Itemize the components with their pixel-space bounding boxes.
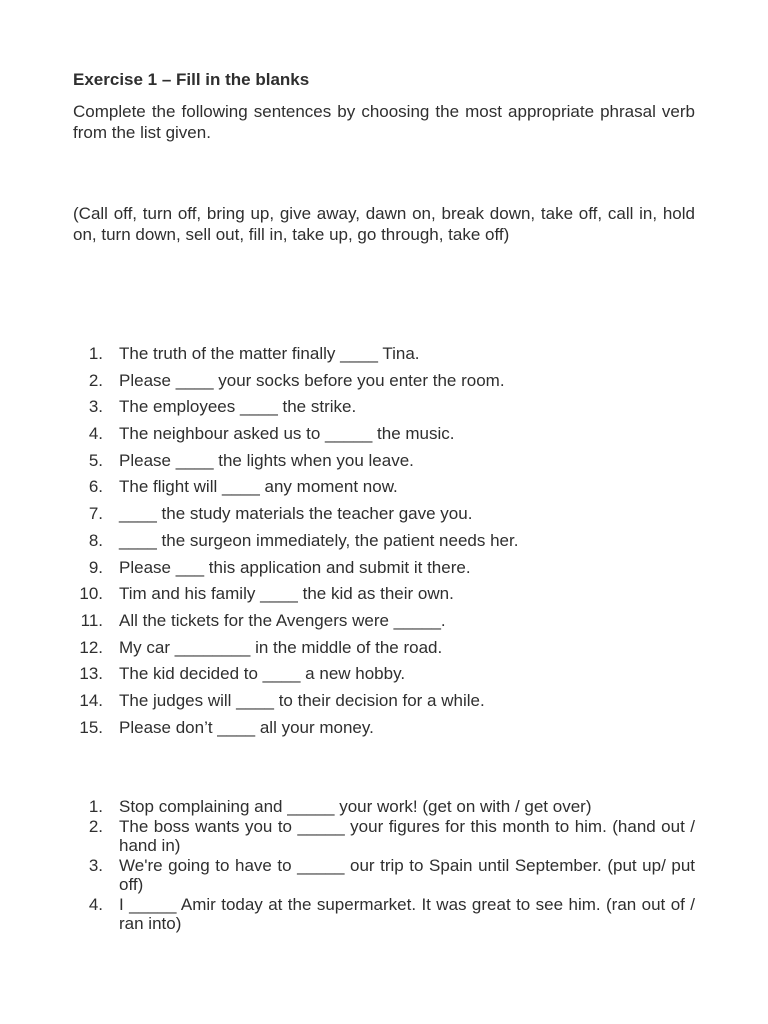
item-sentence: All the tickets for the Avengers were _____.	[119, 610, 446, 630]
item-number: 3.	[88, 855, 103, 875]
item-number: 1.	[88, 797, 103, 816]
item-sentence: Please ___ this application and submit it there.	[119, 557, 471, 577]
item-number: 6.	[88, 477, 103, 497]
item-number: 2.	[88, 816, 103, 836]
exercise2-item	[73, 895, 695, 934]
exercise2-list	[73, 797, 695, 934]
item-sentence: Please don’t ____ all your money.	[119, 717, 374, 737]
item-sentence: The employees ____ the strike.	[119, 397, 357, 417]
item-number: 1.	[88, 344, 103, 363]
item-number: 13.	[79, 664, 103, 684]
exercise-title: Exercise 1 – Fill in the blanks	[73, 70, 310, 89]
item-sentence: My car ________ in the middle of the road.	[119, 637, 443, 657]
item-sentence: The neighbour asked us to _____ the music.	[119, 424, 455, 444]
item-sentence: The judges will ____ to their decision for a while.	[119, 690, 485, 710]
item-number: 10.	[79, 584, 103, 604]
item-sentence: The kid decided to ____ a new hobby.	[119, 664, 406, 684]
item-number: 7.	[88, 504, 103, 524]
exercise2-item	[73, 817, 695, 856]
item-number: 3.	[88, 397, 103, 417]
item-sentence: We're going to have to _____ our trip to Spain until September. (put up/ put off)	[119, 855, 695, 894]
item-sentence: The flight will ____ any moment now.	[119, 477, 398, 497]
item-sentence: Tim and his family ____ the kid as their own.	[119, 584, 454, 604]
item-number: 12.	[79, 637, 103, 657]
exercise2-item	[73, 856, 695, 895]
item-number: 5.	[88, 450, 103, 470]
item-sentence: Please ____ the lights when you leave.	[119, 450, 414, 470]
item-sentence: Stop complaining and _____ your work! (get on with / get over)	[119, 797, 592, 816]
item-number: 15.	[79, 717, 103, 737]
item-sentence: Please ____ your socks before you enter the room.	[119, 370, 505, 390]
item-number: 9.	[88, 557, 103, 577]
item-number: 4.	[88, 894, 103, 914]
item-number: 4.	[88, 424, 103, 444]
item-sentence: The boss wants you to _____ your figures for this month to him. (hand out / hand in)	[119, 816, 695, 855]
item-number: 8.	[88, 530, 103, 550]
phrasal-verb-list: (Call off, turn off, bring up, give away, dawn on, break down, take off, call in, hold on, turn down, sell out, fill in, take up, go through, take off)	[73, 204, 695, 244]
instructions-text: Complete the following sentences by choosing the most appropriate phrasal verb from the list given.	[73, 102, 695, 142]
item-sentence: ____ the surgeon immediately, the patient needs her.	[119, 530, 519, 550]
item-number: 2.	[88, 370, 103, 390]
item-sentence: The truth of the matter finally ____ Tina.	[119, 344, 420, 363]
item-number: 14.	[79, 690, 103, 710]
exercise2-item	[73, 797, 695, 817]
item-sentence: ____ the study materials the teacher gave you.	[119, 504, 473, 524]
item-sentence: I _____ Amir today at the supermarket. It was great to see him. (ran out of / ran into)	[119, 894, 695, 933]
item-number: 11.	[80, 610, 103, 630]
